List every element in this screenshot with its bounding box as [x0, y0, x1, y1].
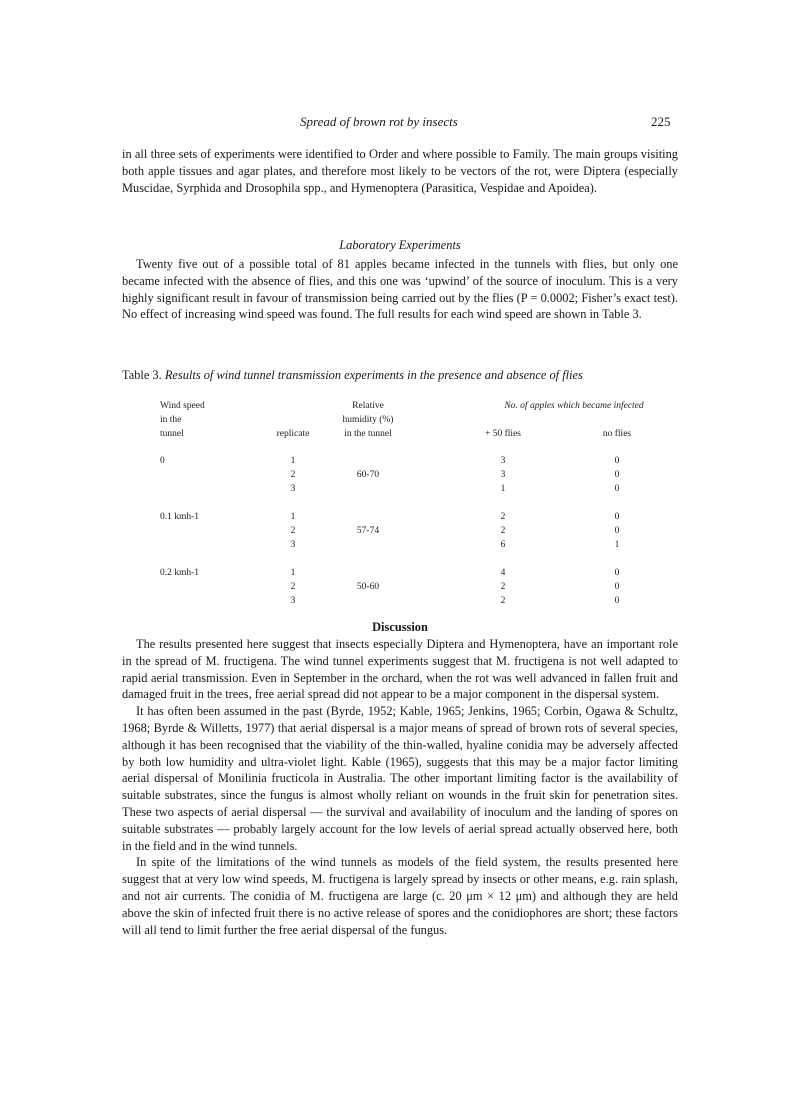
replicate-cell: 3 — [290, 540, 296, 550]
header-wind-speed-2: tunnel — [160, 429, 184, 439]
no-flies-cell: 0 — [614, 470, 620, 480]
no-flies-cell: 0 — [614, 484, 620, 494]
replicate-cell: 1 — [290, 456, 296, 466]
no-flies-cell: 0 — [614, 456, 620, 466]
intro-paragraph — [122, 146, 678, 196]
header-replicate: replicate — [276, 429, 310, 439]
replicate-cell: 2 — [290, 470, 296, 480]
discussion-paragraph-1: The results presented here suggest that insects especially Diptera and Hymenoptera, have an important role in the spread of M. fructigena. The wind tunnel experiments suggest that M. fructigena is not well adapted to rapid aerial transmission. Even in September in the orchard, when the rot was well advanced in fallen fruit and damaged fruit in the trees, free aerial spread did not appear to be a major component in the dispersal system. — [122, 637, 678, 702]
header-humidity-2: in the tunnel — [344, 429, 392, 439]
lab-experiments-heading: Laboratory Experiments — [339, 238, 461, 252]
header-no-flies: no flies — [602, 429, 632, 439]
replicate-cell: 1 — [290, 512, 296, 522]
no-flies-cell: 0 — [614, 568, 620, 578]
discussion-heading: Discussion — [372, 620, 428, 634]
replicate-cell: 3 — [290, 484, 296, 494]
replicate-cell: 3 — [290, 596, 296, 606]
table-title: Results of wind tunnel transmission experiments in the presence and absence of flies — [164, 368, 583, 382]
with-flies-cell: 4 — [500, 568, 506, 578]
running-head-title: Spread of brown rot by insects — [300, 114, 458, 129]
running-head — [0, 114, 800, 134]
table-caption — [122, 368, 678, 383]
humidity-cell: 60-70 — [356, 470, 380, 480]
humidity-cell: 57-74 — [356, 526, 380, 536]
header-humidity-1: humidity (%) — [342, 415, 394, 425]
header-wind-speed-1: in the — [160, 415, 182, 425]
replicate-cell: 2 — [290, 526, 296, 536]
replicate-cell: 1 — [290, 568, 296, 578]
intro-text: in all three sets of experiments were identified to Order and where possible to Family. The main groups visiting both apple tissues and agar plates, and therefore most likely to be vectors of the rot, were Diptera (especially Muscidae, Syrphida and Drosophila spp., and Hymenoptera (Parasitica, Vespidae and Apoidea). — [122, 147, 678, 195]
with-flies-cell: 2 — [500, 526, 506, 536]
humidity-cell: 50-60 — [356, 582, 380, 592]
with-flies-cell: 2 — [500, 582, 506, 592]
wind-speed-cell: 0 — [160, 456, 165, 466]
no-flies-cell: 0 — [614, 582, 620, 592]
with-flies-cell: 2 — [500, 596, 506, 606]
header-humidity-0: Relative — [352, 401, 384, 411]
header-wind-speed-0: Wind speed — [160, 401, 205, 411]
header-infected-group: No. of apples which became infected — [504, 401, 644, 411]
with-flies-cell: 3 — [500, 470, 506, 480]
wind-speed-cell: 0.1 kmh-1 — [160, 512, 200, 522]
with-flies-cell: 6 — [500, 540, 506, 550]
discussion-body — [122, 636, 678, 938]
page-number: 225 — [651, 114, 671, 129]
with-flies-cell: 3 — [500, 456, 506, 466]
wind-speed-cell: 0.2 kmh-1 — [160, 568, 200, 578]
with-flies-cell: 1 — [500, 484, 506, 494]
with-flies-cell: 2 — [500, 512, 506, 522]
no-flies-cell: 1 — [614, 540, 620, 550]
no-flies-cell: 0 — [614, 596, 620, 606]
table-label: Table 3. — [122, 368, 162, 382]
header-with-flies: + 50 flies — [485, 429, 521, 439]
replicate-cell: 2 — [290, 582, 296, 592]
no-flies-cell: 0 — [614, 526, 620, 536]
discussion-paragraph-2: It has often been assumed in the past (Byrde, 1952; Kable, 1965; Jenkins, 1965; Corbin, Ogawa & Schultz, 1968; Byrde & Willetts, 1977) that aerial dispersal is a major means of spread of brown rots of several species, although it has been recognised that the viability of the thin-walled, hyaline conidia may be adversely affected by both low humidity and ultra-violet light. Kable (1965), suggests that this may be a major factor limiting aerial dispersal of Monilinia fructicola in Australia. The other important limiting factor is the availability of suitable substrates, since the fungus is almost wholly reliant on wounds in the fruit skin for penetration sites. These two aspects of aerial dispersal — the survival and availability of inoculum and the landing of spores on suitable substrates — probably largely account for the low levels of aerial spread actually observed here, both in the field and in the wind tunnels. — [122, 704, 678, 853]
discussion-paragraph-3: In spite of the limitations of the wind tunnels as models of the field system, the results presented here suggest that at very low wind speeds, M. fructigena is largely spread by insects or other means, e.g. rain splash, and not air currents. The conidia of M. fructigena are large (c. 20 μm × 12 μm) and although they are held above the skin of infected fruit there is no active release of spores and the conidiophores are short; these factors will all tend to limit further the free aerial dispersal of the fungus. — [122, 855, 678, 937]
lab-experiments-paragraph — [122, 256, 678, 323]
no-flies-cell: 0 — [614, 512, 620, 522]
lab-text: Twenty five out of a possible total of 81 apples became infected in the tunnels with flies, but only one became infected with the absence of flies, and this one was ‘upwind’ of the source of inoculum. This is a very highly significant result in favour of transmission being carried out by the flies (P = 0.0002; Fisher’s exact test). No effect of increasing wind speed was found. The full results for each wind speed are shown in Table 3. — [122, 257, 678, 322]
